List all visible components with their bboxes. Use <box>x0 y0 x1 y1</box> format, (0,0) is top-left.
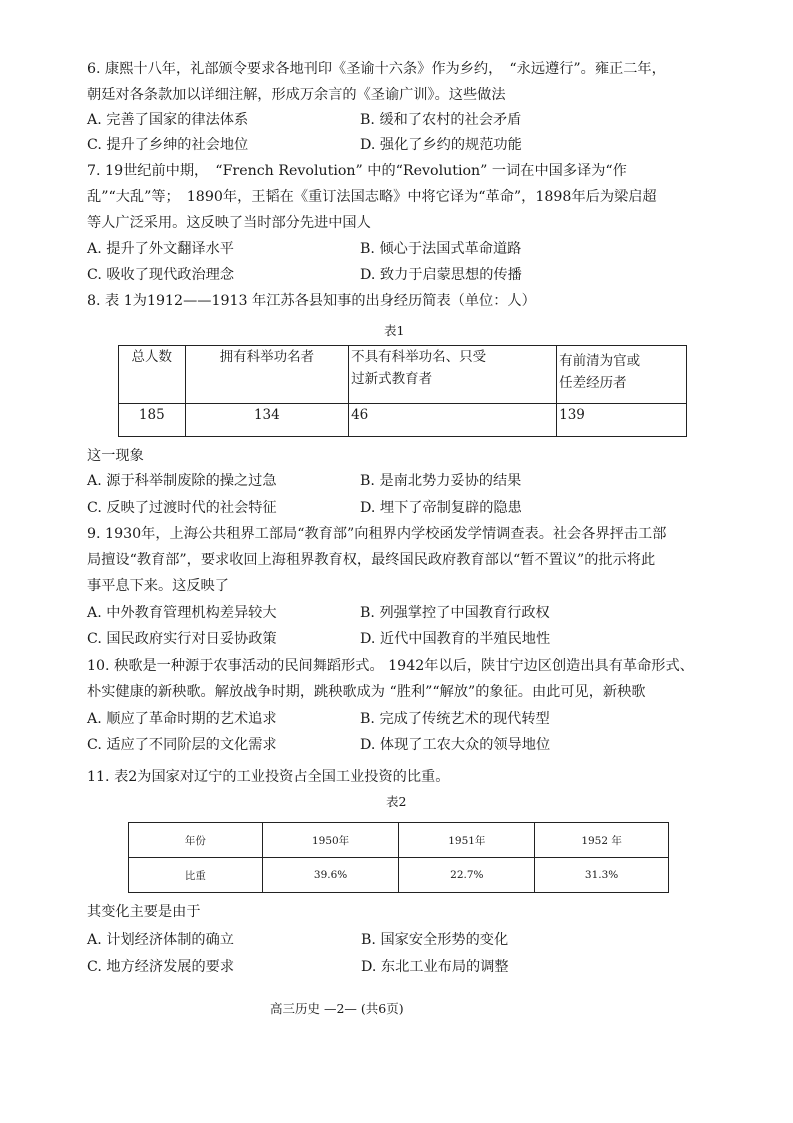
q7-stem-line-3: 等人广泛采用。这反映了当时部分先进中国人 <box>87 215 371 231</box>
table1-header-qing-official <box>557 346 687 404</box>
q8-option-c: C. 反映了过渡时代的社会特征 <box>87 500 277 516</box>
table1 <box>118 345 687 437</box>
table2-caption: 表2 <box>386 794 407 809</box>
q11-option-d: D. 东北工业布局的调整 <box>361 959 509 975</box>
table1-header-new-education <box>349 346 557 404</box>
table2-year-1950: 1950年 <box>262 823 399 858</box>
table1-header-qing-official-line2: 任差经历者 <box>559 375 627 391</box>
q6-option-d: D. 强化了乡约的规范功能 <box>360 137 522 153</box>
q7-option-a: A. 提升了外文翻译水平 <box>87 241 234 257</box>
q8-option-b: B. 是南北势力妥协的结果 <box>360 473 522 489</box>
q10-option-a: A. 顺应了革命时期的艺术追求 <box>87 711 277 727</box>
q9-option-b: B. 列强掌控了中国教育行政权 <box>360 605 550 621</box>
table2-label-share: 比重 <box>129 858 263 893</box>
q7-option-b: B. 倾心于法国式革命道路 <box>360 241 522 257</box>
q9-stem-line-3: 事平息下来。这反映了 <box>87 578 229 594</box>
q6-stem-line-2: 朝廷对各条款加以详细注解，形成万余言的《圣谕广训》。这些做法 <box>87 87 506 103</box>
q6-option-a: A. 完善了国家的律法体系 <box>87 112 249 128</box>
q6-stem-line-1: 6. 康熙十八年，礼部颁令要求各地刊印《圣谕十六条》作为乡约， “永远遵行”。雍正二年， <box>87 61 666 77</box>
q11-option-b: B. 国家安全形势的变化 <box>361 932 509 948</box>
table2 <box>128 822 669 893</box>
q6-option-c: C. 提升了乡绅的社会地位 <box>87 137 249 153</box>
table2-year-1951: 1951年 <box>399 823 535 858</box>
table1-header-exam-degree: 拥有科举功名者 <box>185 346 349 404</box>
q11-option-c: C. 地方经济发展的要求 <box>87 959 235 975</box>
q7-option-d: D. 致力于启蒙思想的传播 <box>360 267 522 283</box>
q6-option-b: B. 缓和了农村的社会矛盾 <box>360 112 522 128</box>
q11-option-a: A. 计划经济体制的确立 <box>87 932 234 948</box>
q7-option-c: C. 吸收了现代政治理念 <box>87 267 235 283</box>
table1-value-exam-degree: 134 <box>185 404 349 437</box>
q10-stem-line-2: 朴实健康的新秧歌。解放战争时期，跳秧歌成为 “胜利”“解放”的象征。由此可见，新秧歌 <box>87 684 646 700</box>
table2-share-1951: 22.7% <box>399 858 535 893</box>
table2-label-year: 年份 <box>129 823 263 858</box>
q10-option-d: D. 体现了工农大众的领导地位 <box>360 737 551 753</box>
q8-after-table: 这一现象 <box>87 448 144 464</box>
q9-stem-line-2: 局擅设“教育部”，要求收回上海租界教育权，最终国民政府教育部以“暂不置议”的批示将此 <box>87 552 656 568</box>
q8-stem-line-1: 8. 表 1为1912——1913 年江苏各县知事的出身经历简表（单位：人） <box>87 293 536 309</box>
q8-option-d: D. 埋下了帝制复辟的隐患 <box>360 500 522 516</box>
table2-year-1952: 1952 年 <box>535 823 669 858</box>
q9-option-c: C. 国民政府实行对日妥协政策 <box>87 631 277 647</box>
q9-stem-line-1: 9. 1930年，上海公共租界工部局“教育部”向租界内学校函发学情调查表。社会各界抨击工部 <box>87 526 667 542</box>
q8-option-a: A. 源于科举制废除的操之过急 <box>87 473 277 489</box>
table2-share-1952: 31.3% <box>535 858 669 893</box>
q10-option-b: B. 完成了传统艺术的现代转型 <box>360 711 550 727</box>
q7-stem-line-1: 7. 19世纪前中期， “French Revolution” 中的“Revolution” 一词在中国多译为“作 <box>87 163 627 179</box>
table1-header-new-education-line1: 不具有科举功名、只受 <box>351 349 487 365</box>
q11-after-table: 其变化主要是由于 <box>87 904 201 920</box>
table1-header-total: 总人数 <box>119 346 186 404</box>
q7-stem-line-2: 乱”“大乱”等； 1890年，王韬在《重订法国志略》中将它译为“革命”，1898年后为梁启超 <box>87 189 657 205</box>
q9-option-d: D. 近代中国教育的半殖民地性 <box>360 631 551 647</box>
page-footer: 高三历史 —2— (共6页) <box>270 1001 404 1016</box>
table1-value-total: 185 <box>119 404 186 437</box>
table2-share-1950: 39.6% <box>262 858 399 893</box>
table1-value-qing-official: 139 <box>557 404 687 437</box>
q11-stem-line-1: 11. 表2为国家对辽宁的工业投资占全国工业投资的比重。 <box>87 769 450 785</box>
q10-stem-line-1: 10. 秧歌是一种源于农事活动的民间舞蹈形式。 1942年以后，陕甘宁边区创造出具有革命形式、 <box>87 658 694 674</box>
q9-option-a: A. 中外教育管理机构差异较大 <box>87 605 277 621</box>
table1-value-new-education: 46 <box>349 404 557 437</box>
table1-caption: 表1 <box>384 323 405 338</box>
table1-header-new-education-line2: 过新式教育者 <box>351 371 433 387</box>
q10-option-c: C. 适应了不同阶层的文化需求 <box>87 737 277 753</box>
table1-header-qing-official-line1: 有前清为官或 <box>559 353 641 369</box>
